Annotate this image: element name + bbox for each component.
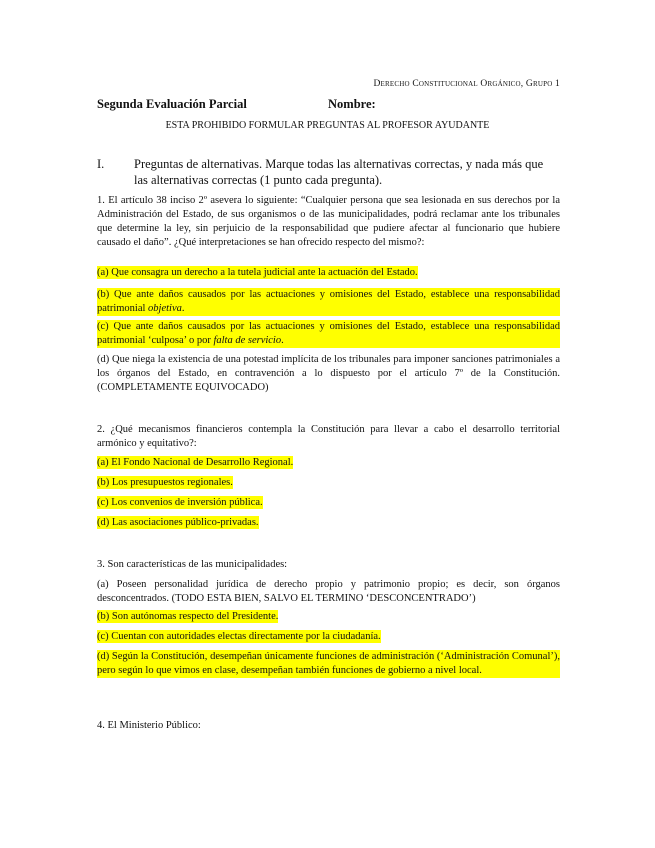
q3-option-b-text: (b) Son autónomas respecto del Presidente. <box>97 611 279 622</box>
q1-option-b <box>97 288 560 316</box>
q1-option-d: (d) Que niega la existencia de una potestad implícita de los tribunales para imponer sanciones patrimoniales a los órganos del Estado, en contravención a lo dispuesto por el artículo 7º de la Constitución. (COMPLETAMENTE EQUIVOCADO) <box>97 354 560 393</box>
q2-option-a <box>97 456 560 470</box>
q1-option-c-text: (c) Que ante daños causados por las actuaciones y omisiones del Estado, establece una responsabilidad patrimonial ‘culposa’ o por <box>97 321 560 346</box>
exam-title: Segunda Evaluación Parcial <box>97 97 247 111</box>
course-header: Derecho Constitucional Orgánico, Grupo 1 <box>373 79 560 89</box>
q1-stem: 1. El artículo 38 inciso 2º asevera lo siguiente: “Cualquier persona que sea lesionada en sus derechos por la Administración del Estado, de sus organismos o de las municipalidades, podrá reclamar ante los tribunales que determine la ley, sin perjuicio de la responsabilidad que pudiere afectar al funcionario que hubiere causado el daño”. ¿Qué interpretaciones se han ofrecido respecto del mismo?: <box>97 195 560 248</box>
warning-notice: ESTA PROHIBIDO FORMULAR PREGUNTAS AL PROFESOR AYUDANTE <box>165 120 490 131</box>
q1-option-c <box>97 320 560 348</box>
q2-option-c-text: (c) Los convenios de inversión pública. <box>97 497 263 508</box>
q2-option-d-text: (d) Las asociaciones público-privadas. <box>97 517 259 528</box>
nombre-label: Nombre: <box>328 97 376 111</box>
q3-option-b <box>97 610 560 624</box>
q1-option-c-emphasis: falta de servicio <box>213 335 282 346</box>
q1-option-a <box>97 266 560 280</box>
section-heading <box>97 156 560 188</box>
q2-option-a-text: (a) El Fondo Nacional de Desarrollo Regional. <box>97 457 294 468</box>
q2-stem: 2. ¿Qué mecanismos financieros contempla la Constitución para llevar a cabo el desarrollo territorial armónico y equitativo?: <box>97 424 560 449</box>
q2-option-b <box>97 476 560 490</box>
q3-option-c <box>97 630 560 644</box>
q1-option-c-end: . <box>281 335 284 346</box>
q3-stem: 3. Son características de las municipalidades: <box>97 559 288 570</box>
section-number: I. <box>97 157 105 171</box>
q2-option-c <box>97 496 560 510</box>
q2-option-d <box>97 516 560 530</box>
q3-option-c-text: (c) Cuentan con autoridades electas directamente por la ciudadanía. <box>97 631 381 642</box>
q3-option-d: (d) Según la Constitución, desempeñan únicamente funciones de administración (‘Administración Comunal’), pero según lo que vimos en clase, desempeñan también funciones de gobierno a nivel local. <box>97 651 560 676</box>
section-text: Preguntas de alternativas. Marque todas las alternativas correctas, y nada más que las alternativas correctas (1 punto cada pregunta). <box>134 157 544 187</box>
q1-option-b-text: (b) Que ante daños causados por las actuaciones y omisiones del Estado, establece una responsabilidad patrimonial <box>97 289 560 314</box>
q4-stem: 4. El Ministerio Público: <box>97 720 201 731</box>
q1-option-b-end: . <box>181 303 185 314</box>
q2-option-b-text: (b) Los presupuestos regionales. <box>97 477 233 488</box>
q3-option-a: (a) Poseen personalidad jurídica de derecho propio y patrimonio propio; es decir, son órganos desconcentrados. (TODO ESTA BIEN, SALVO EL TERMINO ‘DESCONCENTRADO’) <box>97 579 560 604</box>
q1-option-b-emphasis: objetiva <box>148 303 182 314</box>
q1-option-a-text: (a) Que consagra un derecho a la tutela judicial ante la actuación del Estado. <box>97 267 418 278</box>
